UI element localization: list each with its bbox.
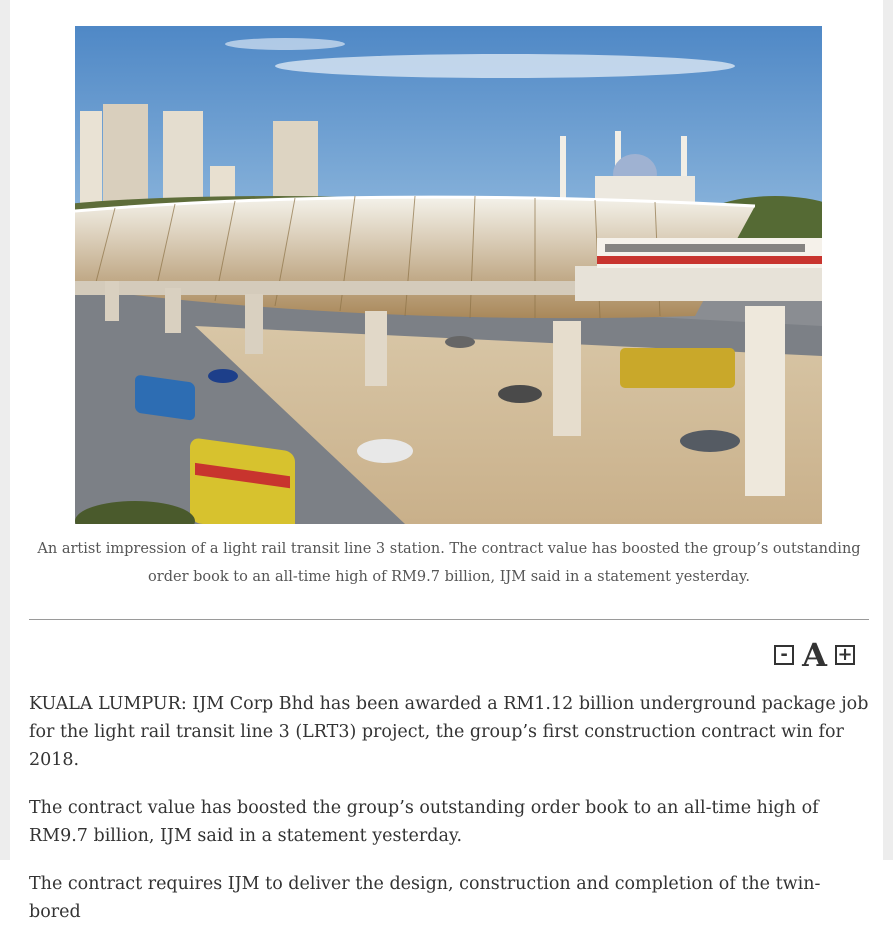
font-size-icon: A: [802, 636, 827, 674]
article-paragraph: The contract requires IJM to deliver the design, construction and completion of the twin-bored: [29, 874, 821, 922]
article-body: [29, 690, 869, 946]
article-image: [75, 26, 822, 524]
right-page-rail: [883, 0, 893, 860]
font-size-controls: [774, 638, 855, 672]
decrease-font-button[interactable]: -: [774, 645, 794, 665]
article-paragraph: The contract value has boosted the group’s outstanding order book to an all-time high of RM9.7 billion, IJM said in a statement yesterday.: [29, 798, 819, 846]
image-caption: An artist impression of a light rail transit line 3 station. The contract value has boosted the group’s outstanding order book to an all-time high of RM9.7 billion, IJM said in a statement yesterday.: [37, 541, 861, 585]
increase-font-button[interactable]: +: [835, 645, 855, 665]
article-paragraph: KUALA LUMPUR: IJM Corp Bhd has been awarded a RM1.12 billion underground package job for the light rail transit line 3 (LRT3) project, the group’s first construction contract win for 2018.: [29, 694, 869, 770]
article-container: [29, 0, 869, 922]
section-divider: [29, 619, 869, 620]
lrt-station-illustration: [75, 26, 822, 524]
left-page-rail: [0, 0, 10, 860]
